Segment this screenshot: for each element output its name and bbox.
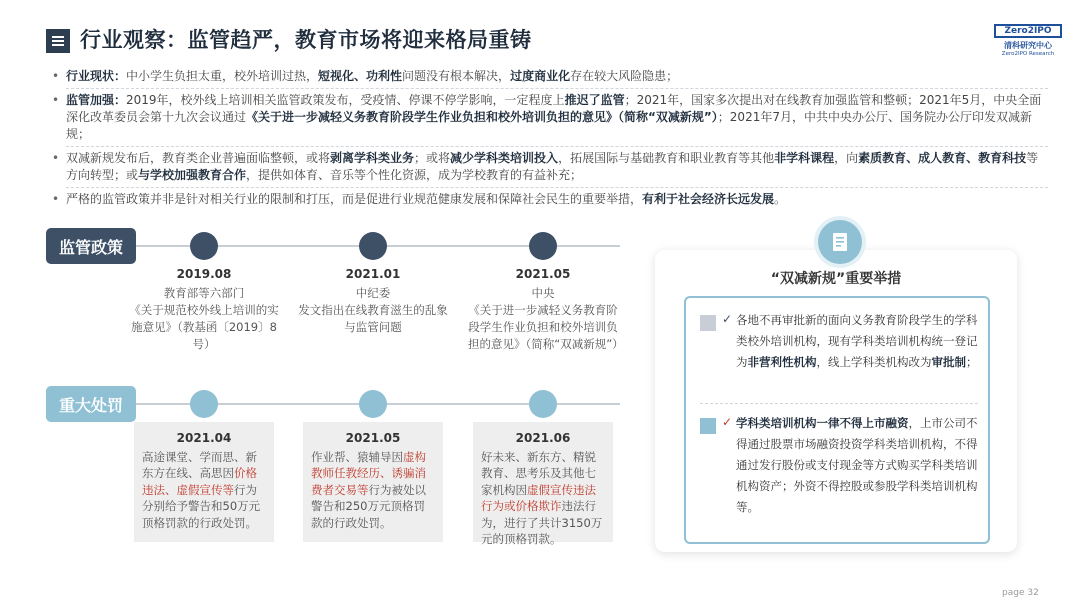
policy-dot — [190, 232, 218, 260]
punish-card: 2021.06 好未来、新东方、精锐教育、思考乐及其他七家机构因虚假宣传违法行为或价格欺诈违法行为，进行了共计3150万元的顶格罚款。 — [473, 422, 613, 542]
card-date: 2021.06 — [515, 431, 571, 445]
bullet-transformation: • 双减新规发布后，教育类企业普遍面临整顿，或将剥离学科类业务；或将减少学科类培训投入，拓展国际与基础教育和职业教育等其他非学科课程，向素质教育、成人教育、教育科技等方向转型；或与学校加强教育合作，提供如体育、音乐等个性化资源，成为学校教育的有益补充； — [48, 150, 1048, 184]
card-date: 2021.05 — [345, 431, 401, 445]
check-icon: ✓ — [722, 312, 733, 326]
logo-mark: Zero2IPO — [994, 24, 1062, 38]
page-number: page 32 — [1002, 588, 1039, 598]
policy-event — [298, 266, 448, 336]
bullet-regulation: • 监管加强：2019年，校外线上培训相关监管政策发布，受疫情、停课不停学影响，一定程度上推迟了监管；2021年，国家多次提出对在线教育加强监管和整顿；2021年5月，中央全面深化改革委员会第十九次会议通过《关于进一步减轻义务教育阶段学生作业负担和校外培训负担的意见》（简称“双减新规”）；2021年7月，中共中央办公厅、国务院办公厅印发双减新规； — [48, 92, 1048, 143]
divider — [700, 403, 978, 404]
punish-dot — [529, 390, 557, 418]
event-date: 2021.01 — [345, 267, 401, 281]
punish-card: 2021.04 高途课堂、学而思、新东方在线、高思因价格违法、虚假宣传等行为分别给予警告和50万元顶格罚款的行政处罚。 — [134, 422, 274, 542]
divider — [66, 187, 1048, 188]
policy-event — [129, 266, 279, 353]
event-org: 中央 — [531, 286, 555, 300]
logo — [994, 24, 1062, 57]
punish-card: 2021.05 作业帮、猿辅导因虚构教师任教经历、诱骗消费者交易等行为被处以警告和250万元顶格罚款的行政处罚。 — [303, 422, 443, 542]
punish-dot — [359, 390, 387, 418]
policy-event — [468, 266, 624, 353]
bullet-conclusion: • 严格的监管政策并非是针对相关行业的限制和打压，而是促进行业规范健康发展和保障社会民生的重要举措，有利于社会经济长远发展。 — [48, 191, 1048, 208]
event-date: 2021.05 — [515, 267, 571, 281]
bullet-list — [48, 68, 1048, 208]
checkbox-icon — [700, 418, 716, 434]
policy-dot — [359, 232, 387, 260]
event-desc: 《关于规范校外线上培训的实施意见》（教基函〔2019〕8号） — [129, 303, 279, 351]
logo-cn-name: 清科研究中心 — [1004, 41, 1052, 50]
divider — [66, 146, 1048, 147]
event-org: 中纪委 — [355, 286, 391, 300]
policy-tag: 监管政策 — [46, 228, 136, 264]
measure-item: 各地不再审批新的面向义务教育阶段学生的学科类校外培训机构，现有学科类培训机构统一登记为非营利性机构，线上学科类机构改为审批制； — [736, 313, 978, 369]
measures-title: “双减新规”重要举措 — [770, 271, 902, 287]
bullet-industry-status: • 行业现状：中小学生负担太重，校外培训过热，短视化、功利性问题没有根本解决，过度商业化存在较大风险隐患； — [48, 68, 1048, 85]
measure-item: 学科类培训机构一律不得上市融资，上市公司不得通过股票市场融资投资学科类培训机构，不得通过发行股份或支付现金等方式购买学科类培训机构资产；外资不得控股或参股学科类培训机构等。 — [736, 416, 978, 514]
policy-dot — [529, 232, 557, 260]
event-desc: 发文指出在线教育滋生的乱象与监管问题 — [298, 303, 448, 334]
card-date: 2021.04 — [176, 431, 232, 445]
punish-dot — [190, 390, 218, 418]
check-icon: ✓ — [722, 415, 733, 429]
punish-tag: 重大处罚 — [46, 386, 136, 422]
page-title: 行业观察：监管趋严，教育市场将迎来格局重铸 — [80, 28, 532, 52]
menu-icon — [46, 29, 70, 53]
divider — [66, 88, 1048, 89]
logo-en-name: Zero2IPO Research — [1001, 51, 1055, 57]
event-desc: 《关于进一步减轻义务教育阶段学生作业负担和校外培训负担的意见》（简称“双减新规”） — [468, 303, 624, 351]
document-icon — [818, 220, 862, 264]
checkbox-icon — [700, 315, 716, 331]
event-org: 教育部等六部门 — [163, 286, 245, 300]
event-date: 2019.08 — [176, 267, 232, 281]
